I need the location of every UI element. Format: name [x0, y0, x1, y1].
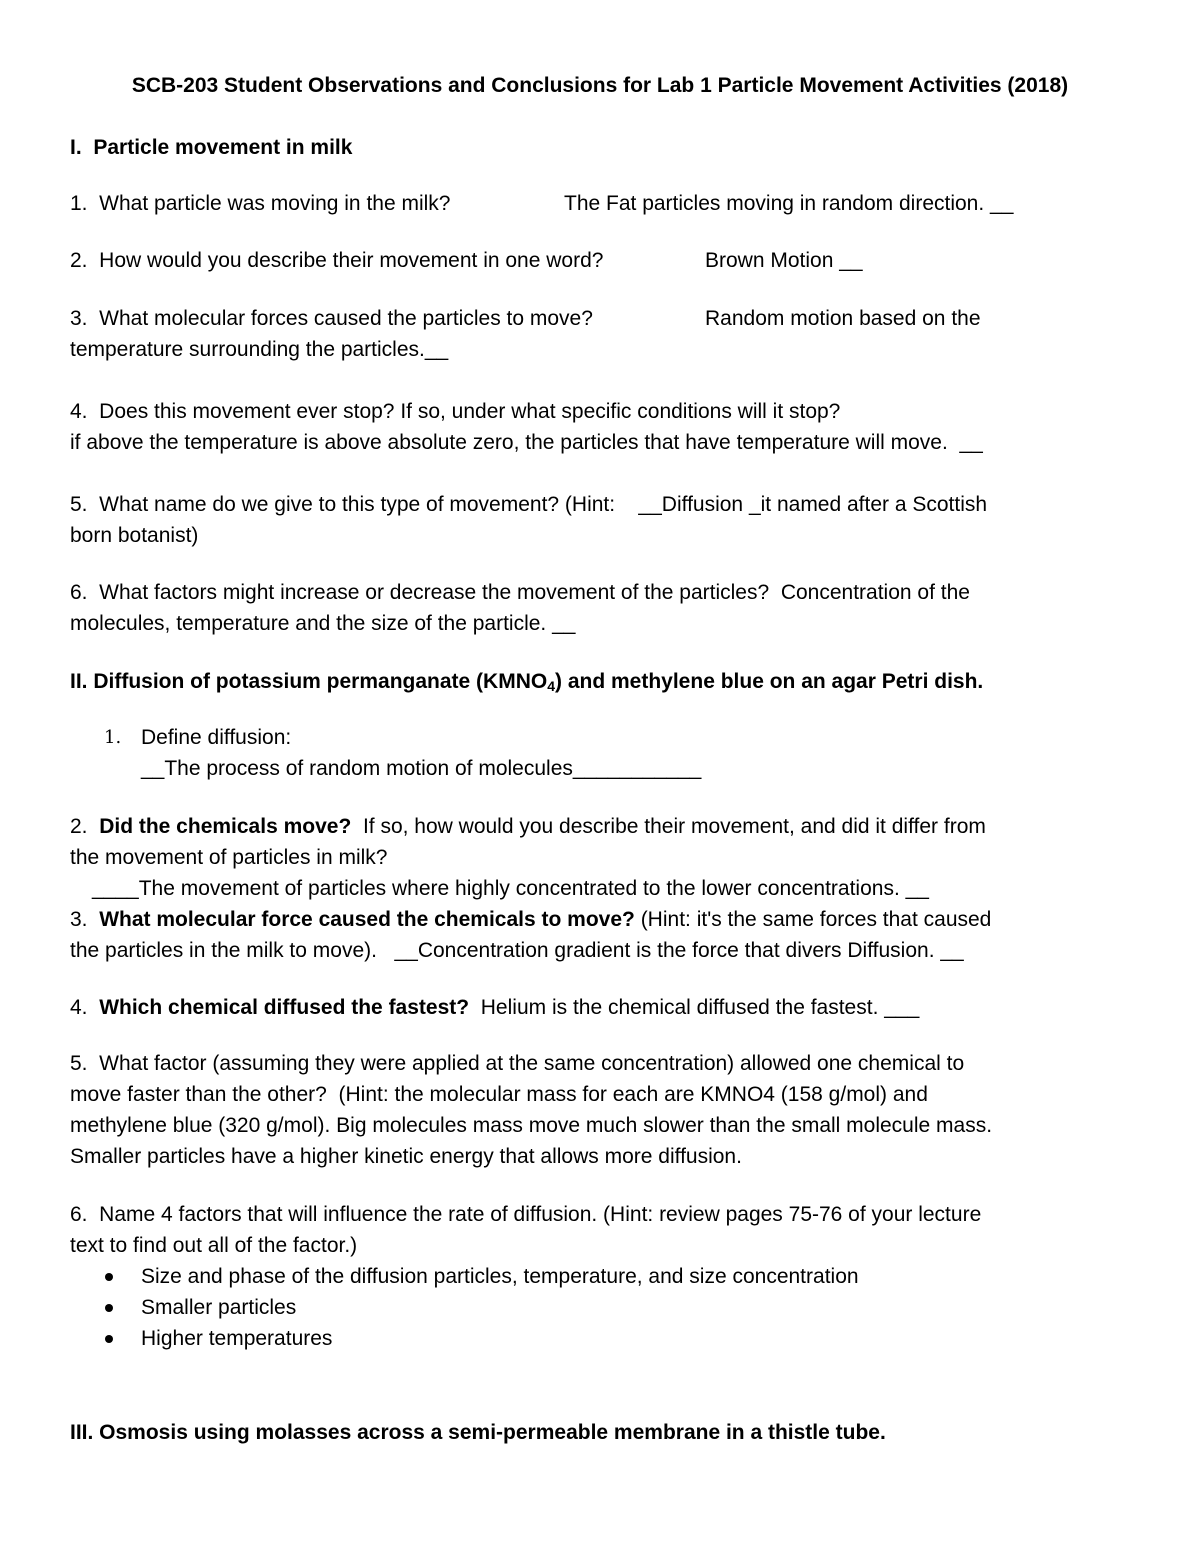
s2-q4-line — [70, 992, 919, 1023]
s2-q5-line-1: 5. What factor (assuming they were applied at the same concentration) allowed one chemical to — [70, 1052, 965, 1075]
s2-q1-answer: __The process of random motion of molecules___________ — [141, 757, 702, 780]
bullet-item-2: Smaller particles — [141, 1296, 297, 1319]
q6-line-2: molecules, temperature and the size of the particle. __ — [70, 612, 576, 635]
q1-answer: The Fat particles moving in random direction. __ — [564, 192, 1014, 215]
s2-q2-number: 2. — [70, 815, 100, 838]
s2-q3-bold: What molecular force caused the chemicals to move? — [99, 908, 635, 931]
s2-q4-bold: Which chemical diffused the fastest? — [99, 996, 470, 1019]
s2-q5-line-3: methylene blue (320 g/mol). Big molecules mass move much slower than the small molecule mass. — [70, 1114, 993, 1137]
section-2-heading-subscript: 4 — [547, 678, 555, 694]
s2-q2-answer: ____The movement of particles where highly concentrated to the lower concentrations. __ — [92, 877, 929, 900]
q4-answer: if above the temperature is above absolute zero, the particles that have temperature will move. __ — [70, 431, 983, 454]
q5-line-2: born botanist) — [70, 524, 199, 547]
s2-q3-line-2: the particles in the milk to move). __Concentration gradient is the force that divers Diffusion. __ — [70, 939, 964, 962]
s2-q2-bold: Did the chemicals move? — [99, 815, 352, 838]
s2-q1-number: 1. — [104, 727, 122, 748]
q3-answer: Random motion based on the — [705, 307, 981, 330]
bullet-item-1: Size and phase of the diffusion particles, temperature, and size concentration — [141, 1265, 859, 1288]
bullet-icon — [105, 1304, 113, 1312]
bullet-icon — [105, 1273, 113, 1281]
section-2-heading-post: ) and methylene blue on an agar Petri dish. — [555, 670, 984, 693]
q3-answer-continued: temperature surrounding the particles.__ — [70, 338, 449, 361]
s2-q4-rest: Helium is the chemical diffused the fastest. ___ — [469, 996, 920, 1019]
bullet-item-3: Higher temperatures — [141, 1327, 333, 1350]
q2-answer: Brown Motion __ — [705, 249, 863, 272]
section-2-heading — [70, 666, 983, 697]
s2-q6-line-2: text to find out all of the factor.) — [70, 1234, 358, 1257]
s2-q6-line-1: 6. Name 4 factors that will influence the rate of diffusion. (Hint: review pages 75-76 of your lecture — [70, 1203, 982, 1226]
s2-q2-rest: If so, how would you describe their movement, and did it differ from — [351, 815, 986, 838]
section-2-heading-pre: II. Diffusion of potassium permanganate (KMNO — [70, 670, 548, 693]
section-3-heading: III. Osmosis using molasses across a semi-permeable membrane in a thistle tube. — [70, 1421, 886, 1444]
s2-q3-line-1 — [70, 904, 991, 935]
s2-q1-question: Define diffusion: — [141, 726, 292, 749]
s2-q5-line-4: Smaller particles have a higher kinetic energy that allows more diffusion. — [70, 1145, 742, 1168]
s2-q5-line-2: move faster than the other? (Hint: the molecular mass for each are KMNO4 (158 g/mol) and — [70, 1083, 928, 1106]
q5-line-1: 5. What name do we give to this type of movement? (Hint: __Diffusion _it named after a Scottish — [70, 493, 988, 516]
s2-q4-number: 4. — [70, 996, 100, 1019]
q4-question: 4. Does this movement ever stop? If so, under what specific conditions will it stop? — [70, 400, 841, 423]
bullet-icon — [105, 1335, 113, 1343]
section-1-heading: I. Particle movement in milk — [70, 136, 353, 159]
s2-q3-rest: (Hint: it's the same forces that caused — [634, 908, 992, 931]
s2-q3-number: 3. — [70, 908, 100, 931]
q6-line-1: 6. What factors might increase or decrease the movement of the particles? Concentration of the — [70, 581, 970, 604]
q1-question: 1. What particle was moving in the milk? — [70, 192, 451, 215]
q2-question: 2. How would you describe their movement in one word? — [70, 249, 604, 272]
s2-q2-line-1 — [70, 811, 986, 842]
q3-question: 3. What molecular forces caused the particles to move? — [70, 307, 593, 330]
s2-q2-line-2: the movement of particles in milk? — [70, 846, 388, 869]
page-title: SCB-203 Student Observations and Conclusions for Lab 1 Particle Movement Activities (2018) — [131, 74, 1069, 97]
